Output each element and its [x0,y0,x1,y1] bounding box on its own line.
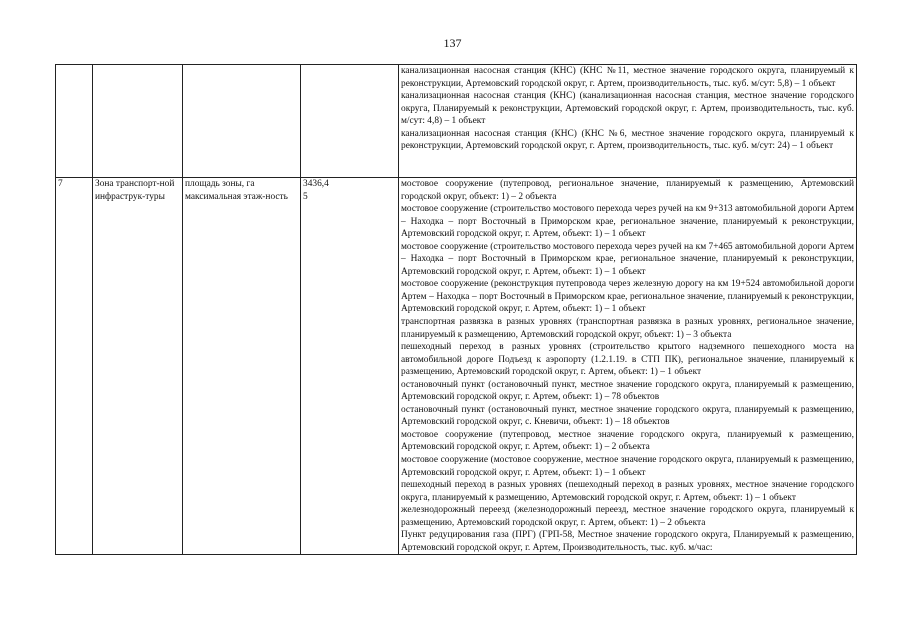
object-entry: пешеходный переход в разных уровнях (строительство крытого надземного пешеходного моста на автомобильной дороге Подъезд к аэропорту (1.2.1.19. в СТП ПК), региональное значение, планируемый к размещению, Артемовский городской округ, г. Артем, объект: 1) – 1 объект [401,342,854,378]
zones-table [55,64,857,555]
object-entry: канализационная насосная станция (КНС) (канализационная насосная станция, местное значение городского округа, Планируемый к реконструкции, Артемовский городской округ, г. Артем, производительность, тыс. куб. м/сут: 4,8) – 1 объект [401,91,854,127]
object-entry: транспортная развязка в разных уровнях (транспортная развязка в разных уровнях, региональное значение, планируемый к размещению, Артемовский городской округ, объект: 1) – 3 объекта [401,317,854,340]
object-entry: остановочный пункт (остановочный пункт, местное значение городского округа, планируемый к размещению, Артемовский городской округ, с. Кневичи, объект: 1) – 18 объектов [401,404,854,428]
table-row-7 [56,178,857,555]
page-number: 137 [443,36,462,50]
object-entry: мостовое сооружение (реконструкция путепровода через железную дорогу на км 19+524 автомобильной дороги Артем – Находка – порт Восточный в Приморском крае, региональное значение, планируемый к реконструкции, Артемовский городской округ, г. Артем, объект: 1) – 1 объект [401,279,854,315]
table-row-continuation [56,65,857,178]
object-entry: мостовое сооружение (строительство мостового перехода через ручей на км 7+465 автомобильной дороги Артем – Находка – порт Восточный в Приморском крае, региональное значение, планируемый к реконструкции, Артемовский городской округ, г. Артем, объект: 1) – 1 объект [401,241,854,277]
cell-zone-name: Зона транспорт-ной инфраструк-туры [93,178,183,555]
object-entry: мостовое сооружение (строительство мостового перехода через ручей на км 9+313 автомобильной дороги Артем – Находка – порт Восточный в Приморском крае, региональное значение, планируемый к реконструкции, Артемовский городской округ, г. Артем, объект: 1) – 1 объект [401,204,854,240]
param-max-floors: максимальная этаж-ность [185,191,288,202]
cell-values [301,178,399,555]
object-entry: железнодорожный переезд (железнодорожный переезд, местное значение городского округа, планируемый к размещению, Артемовский городской округ, г. Артем, объект: 1) – 2 объекта [401,505,854,528]
object-entry: мостовое сооружение (путепровод, региональное значение, планируемый к размещению, Артемовский городской округ, объект: 1) – 2 объекта [401,179,854,202]
cell-objects [399,178,857,555]
value-max-floors: 5 [303,191,308,202]
object-entry: Пункт редуцирования газа (ПРГ) (ГРП-58, Местное значение городского округа, Планируемый к размещению, Артемовский городской округ, г. Артем, Производительность, тыс. куб. м/час: [401,530,854,553]
param-zone-area: площадь зоны, га [185,179,255,189]
object-entry: канализационная насосная станция (КНС) (КНС №6, местное значение городского округа, планируемый к реконструкции, Артемовский городской округ, г. Артем, производительность, тыс. куб. м/сут: 24) – 1 объект [401,128,854,152]
object-entry: остановочный пункт (остановочный пункт, местное значение городского округа, планируемый к размещению, Артемовский городской округ, г. Артем, объект: 1) – 78 объектов [401,379,854,403]
value-zone-area: 3436,4 [303,179,329,189]
cell-parameters [183,178,301,555]
cell-value-empty [301,65,399,178]
cell-row-number: 7 [56,178,93,555]
object-entry: канализационная насосная станция (КНС) (КНС №11, местное значение городского округа, планируемый к реконструкции, Артемовский городской округ, г. Артем, производительность, тыс. куб. м/сут: 5,8) – 1 объект [401,66,854,89]
cell-num-empty [56,65,93,178]
cell-zone-empty [93,65,183,178]
cell-objects-continuation [399,65,857,178]
object-entry: мостовое сооружение (путепровод, местное значение городского округа, планируемый к размещению, Артемовский городской округ, г. Артем, объект: 1) – 2 объекта [401,429,854,453]
cell-param-empty [183,65,301,178]
object-entry: мостовое сооружение (мостовое сооружение, местное значение городского округа, планируемый к размещению, Артемовский городской округ, г. Артем, объект: 1) – 1 объект [401,455,854,478]
object-entry: пешеходный переход в разных уровнях (пешеходный переход в разных уровнях, местное значение городского округа, планируемый к размещению, Артемовский городской округ, г. Артем, объект: 1) – 1 объект [401,480,854,503]
